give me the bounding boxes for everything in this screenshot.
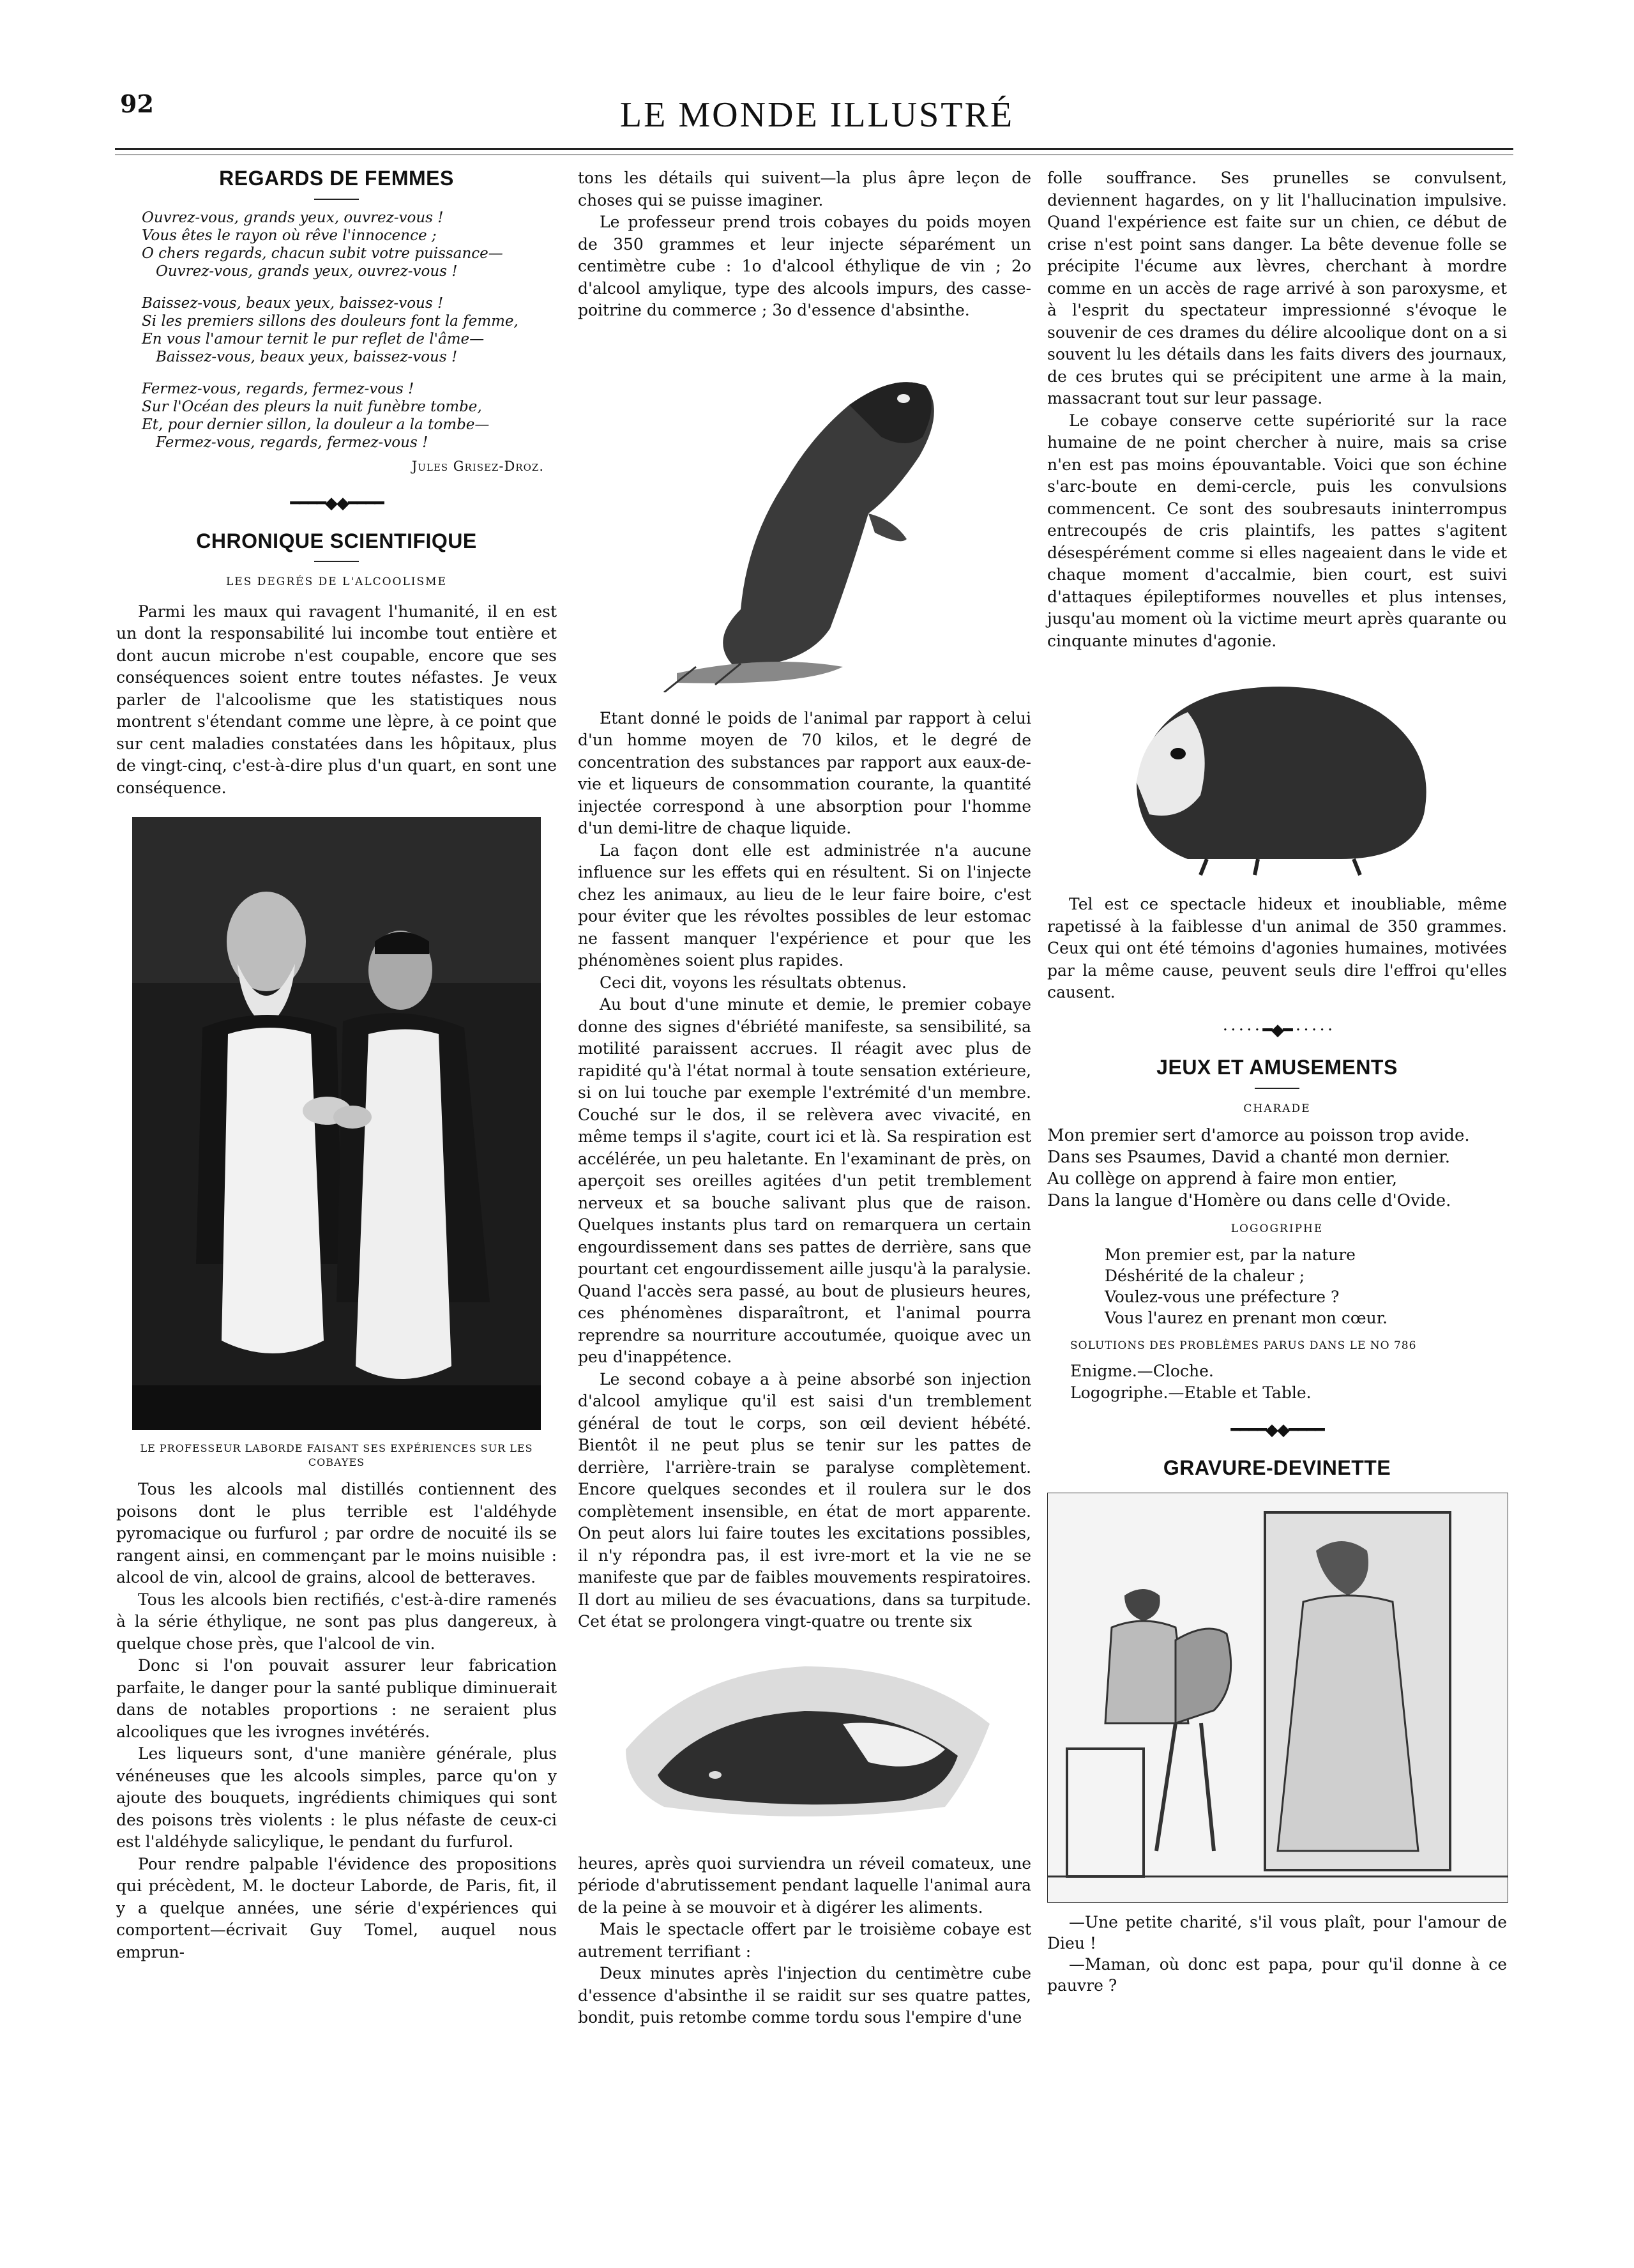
poem-line: Fermez-vous, regards, fermez-vous ! — [142, 380, 414, 397]
solutions-label: SOLUTIONS DES PROBLÈMES PARUS DANS LE NO 786 — [1070, 1339, 1417, 1352]
solution-line: Logogriphe.—Etable et Table. — [1070, 1383, 1312, 1402]
paragraph: Le second cobaye a à peine absorbé son injection d'alcool amylique qu'il est saisi d'un tremblement général de tout le corps, son œil devient hébété. Bientôt il ne peut plus se tenir sur les pattes de derrière, l'arrière-train se paralyse complètement. Encore quelques secondes et il roulera sur le dos complètement insensible, en état de mort apparente. On peut alors lui faire toutes les excitations possibles, il n'y répondra pas, il est ivre-mort et la vie ne se manifeste que par de faibles mouvements respiratoires. Il dort au milieu de ses évacuations, dans sa turpitude. Cet état se prolongera vingt-quatre ou trente six — [578, 1369, 1031, 1631]
title-rule — [1255, 1088, 1299, 1089]
paragraph: Ceci dit, voyons les résultats obtenus. — [600, 973, 907, 992]
poem-line: Et, pour dernier sillon, la douleur a la tombe— — [142, 416, 490, 433]
paragraph: Au bout d'une minute et demie, le premier cobaye donne des signes d'ébriété manifeste, sa sensibilité, sa motilité paraissent accrues. Il réagit avec plus de rapidité qu'à l'état normal à toute sensation extérieure, si on lui touche par exemple l'extrémité d'un membre. Couché sur le dos, il se relèvera avec vivacité, en même temps il s'agite, court ici et là. Sa respiration est accélérée, un peu haletante. En l'examinant de près, on aperçoit ses oreilles agitées d'un petit tremblement nerveux et sa bouche salivant plus que de raison. Quelques instants plus tard on remarquera un certain engourdissement dans ses pattes de derrière, sans que pourtant cet engourdissement aille jusqu'à la paralysie. Quand l'accès sera passé, au bout de plusieurs heures, ces phénomènes disparaîtront, et l'animal pourra reprendre sa nourriture accoutumée, quoique avec un peu d'inappétence. — [578, 995, 1031, 1366]
charade-line: Dans la langue d'Homère ou dans celle d'Ovide. — [1047, 1191, 1451, 1210]
paragraph: Deux minutes après l'injection du centimètre cube d'essence d'absinthe il se raidit sur ses quatre pattes, bondit, puis retombe comme tordu sous l'empire d'une — [578, 1964, 1031, 2027]
solution-line: Enigme.—Cloche. — [1070, 1362, 1214, 1380]
logogriphe-line: Voulez-vous une préfecture ? — [1105, 1287, 1340, 1306]
poem-line: Baissez-vous, beaux yeux, baissez-vous ! — [156, 348, 458, 365]
paragraph: Parmi les maux qui ravagent l'humanité, il en est un dont la responsabilité lui incombe tout entière et dont aucun microbe n'est coupable, encore que ses conséquences soient entre toutes néfastes. Je veux parler de l'alcoolisme que les statistiques nous montrent s'étendant comme une lèpre, à ce point que sur cent maladies constatées dans les hôpitaux, plus de vingt-cinq, c'est-à-dire plus d'un quart, en sont une conséquence. — [116, 602, 557, 797]
chronique-title: CHRONIQUE SCIENTIFIQUE — [196, 529, 477, 552]
charade-line: Au collège on apprend à faire mon entier, — [1047, 1169, 1397, 1189]
caption-line: —Maman, où donc est papa, pour qu'il donne à ce pauvre ? — [1047, 1955, 1507, 1995]
poem-line: Vous êtes le rayon où rêve l'innocence ; — [142, 227, 437, 244]
column-right — [1047, 167, 1507, 1996]
charade-line: Mon premier sert d'amorce au poisson trop avide. — [1047, 1126, 1470, 1145]
paragraph: Le cobaye conserve cette supériorité sur la race humaine de ne point chercher à nuire, mais sa crise n'en est pas moins épouvantable. Voici que son échine s'arc-boute en demi-cercle, puis les convulsions commencent. Ce sont des soubresauts ininterrompus entrecoupés de cris plaintifs, les pattes s'agitent désespérément comme si elles nageaient dans le vide et chaque moment d'accalmie, bien court, est suivi d'attaques épileptiformes nouvelles et plus intenses, jusqu'au moment où la victime meurt après quarante ou cinquante minutes d'agonie. — [1047, 411, 1507, 650]
masthead-title: LE MONDE ILLUSTRÉ — [619, 95, 1015, 135]
header-rule — [115, 148, 1513, 150]
paragraph: Donc si l'on pouvait assurer leur fabrication parfaite, le danger pour la santé publique diminuerait dans de notables proportions : ne seraient plus alcooliques que les ivrognes invétérés. — [116, 1656, 557, 1741]
poem-title: REGARDS DE FEMMES — [219, 167, 454, 190]
paragraph: folle souffrance. Ses prunelles se convulsent, deviennent hagardes, on y lit l'hallucination impulsive. Quand l'expérience est faite sur un chien, ce début de crise n'est point sans danger. La bête devenue folle se précipite l'écume aux lèvres, cherchant à mordre comme en un accès de rage arrivé à son paroxysme, et à l'esprit du spectateur impressionné s'évoque le souvenir de ces drames du délire alcoolique dont on a si souvent lu les détails dans les faits divers des journaux, de ces brutes qui se précipitent une arme à la main, massacrant tout sur leur passage. — [1047, 169, 1507, 407]
column-left — [116, 167, 557, 1963]
gravure-caption — [1047, 1912, 1507, 1996]
paragraph: Pour rendre palpable l'évidence des propositions qui précèdent, M. le docteur Laborde, de Paris, fit, il y a quelque années, une série d'expériences qui comportent—écrivait Guy Tomel, auquel nous emprun- — [116, 1854, 557, 1961]
poem-stanza — [142, 209, 557, 280]
poem-line: Baissez-vous, beaux yeux, baissez-vous ! — [142, 294, 444, 312]
paragraph: heures, après quoi surviendra un réveil comateux, une période d'abrutissement pendant laquelle l'animal aura de la peine à se mouvoir et à digérer les aliments. — [578, 1853, 1031, 1917]
paragraph: Tel est ce spectacle hideux et inoubliable, même rapetissé à la faiblesse d'un animal de 350 grammes. Ceux qui ont été témoins d'agonies humaines, motivées par la même cause, peuvent seuls dire l'effroi qu'elles causent. — [1047, 895, 1507, 1001]
guinea-pig-illustration — [1111, 667, 1443, 878]
paragraph: La façon dont elle est administrée n'a aucune influence sur les effets qui en résultent. Si on l'injecte chez les animaux, au lieu de le leur faire boire, c'est pour éviter que les révoltes possibles de leur estomac ne fassent manquer l'expérience et pour que les phénomènes soient plus rapides. — [578, 841, 1031, 970]
poem-stanza — [142, 380, 557, 452]
paragraph: Tous les alcools bien rectifiés, c'est-à-dire ramenés à la série éthylique, ne sont pas plus dangereux, à quelque chose près, que l'alcool de vin. — [116, 1590, 557, 1653]
poem-line: Ouvrez-vous, grands yeux, ouvrez-vous ! — [142, 209, 444, 226]
title-rule — [314, 199, 359, 200]
jeux-title: JEUX ET AMUSEMENTS — [1156, 1056, 1398, 1079]
guinea-pig-standing-illustration — [639, 335, 971, 692]
gravure-title: GRAVURE-DEVINETTE — [1163, 1456, 1391, 1479]
logogriphe — [1047, 1244, 1507, 1328]
section-ornament: ━━━━◆◆━━━━ — [1230, 1420, 1324, 1440]
paragraph: tons les détails qui suivent—la plus âpre leçon de choses qui se puisse imaginer. — [578, 169, 1031, 209]
guinea-pig-lying-illustration — [613, 1647, 996, 1839]
logogriphe-line: Vous l'aurez en prenant mon cœur. — [1105, 1308, 1388, 1327]
paragraph: Les liqueurs sont, d'une manière générale, plus vénéneuses que les alcools simples, parce qu'on y ajoute des bouquets, ingrédients chimiques qui sont des poisons très violents : le plus néfaste de ceux-ci est l'aldéhyde salicylique, le pendant du furfurol. — [116, 1744, 557, 1851]
solutions — [1047, 1360, 1507, 1404]
charade-label: CHARADE — [1243, 1102, 1311, 1115]
poem-line: Sur l'Océan des pleurs la nuit funèbre tombe, — [142, 398, 482, 415]
paragraph: Tous les alcools mal distillés contiennent des poisons dont le plus terrible est l'aldéhyde pyromacique ou furfurol ; par ordre de nocuité ils se rangent ainsi, en commençant par le moins nuisible : alcool de vin, alcool de grains, alcool de betteraves. — [116, 1480, 557, 1587]
gravure-devinette-illustration — [1047, 1493, 1508, 1903]
poem-line: Fermez-vous, regards, fermez-vous ! — [156, 434, 428, 451]
paragraph: Mais le spectacle offert par le troisième cobaye est autrement terrifiant : — [578, 1920, 1031, 1961]
section-ornament: ━━━━◆◆━━━━ — [290, 494, 383, 513]
title-rule — [314, 561, 359, 562]
charade — [1047, 1125, 1507, 1212]
column-middle — [578, 167, 1031, 2029]
chronique-subtitle: LES DEGRÉS DE L'ALCOOLISME — [226, 575, 447, 588]
poem-body — [116, 209, 557, 452]
logogriphe-line: Mon premier est, par la nature — [1105, 1245, 1356, 1264]
poem-line: O chers regards, chacun subit votre puissance— — [142, 245, 503, 262]
logogriphe-label: LOGOGRIPHE — [1230, 1222, 1324, 1235]
poem-line: En vous l'amour ternit le pur reflet de l'âme— — [142, 330, 485, 347]
laborde-photo — [132, 817, 541, 1430]
poem-stanza — [142, 294, 557, 366]
logogriphe-line: Déshérité de la chaleur ; — [1105, 1266, 1305, 1285]
paragraph: Le professeur prend trois cobayes du poids moyen de 350 grammes et leur injecte séparément un centimètre cube : 1o d'alcool éthylique de vin ; 2o d'alcool amylique, type des alcools impurs, des casse-poitrine du commerce ; 3o d'essence d'absinthe. — [578, 213, 1031, 319]
poem-line: Si les premiers sillons des douleurs font la femme, — [142, 312, 518, 330]
section-ornament: · · · · · ━◆━ · · · · · — [1222, 1020, 1332, 1040]
caption-line: —Une petite charité, s'il vous plaît, pour l'amour de Dieu ! — [1047, 1913, 1507, 1952]
photo-caption: LE PROFESSEUR LABORDE FAISANT SES EXPÉRIENCES SUR LES COBAYES — [140, 1442, 533, 1468]
paragraph: Etant donné le poids de l'animal par rapport à celui d'un homme moyen de 70 kilos, et le degré de concentration des substances par rapport aux eaux-de-vie et liqueurs de consommation courante, la quantité injectée correspond à une absorption pour l'homme d'un demi-litre de chaque liquide. — [578, 708, 1031, 837]
charade-line: Dans ses Psaumes, David a chanté mon dernier. — [1047, 1148, 1451, 1167]
page-number: 92 — [120, 89, 154, 118]
poem-author: Jules Grisez-Droz. — [411, 458, 544, 474]
poem-line: Ouvrez-vous, grands yeux, ouvrez-vous ! — [156, 263, 458, 280]
